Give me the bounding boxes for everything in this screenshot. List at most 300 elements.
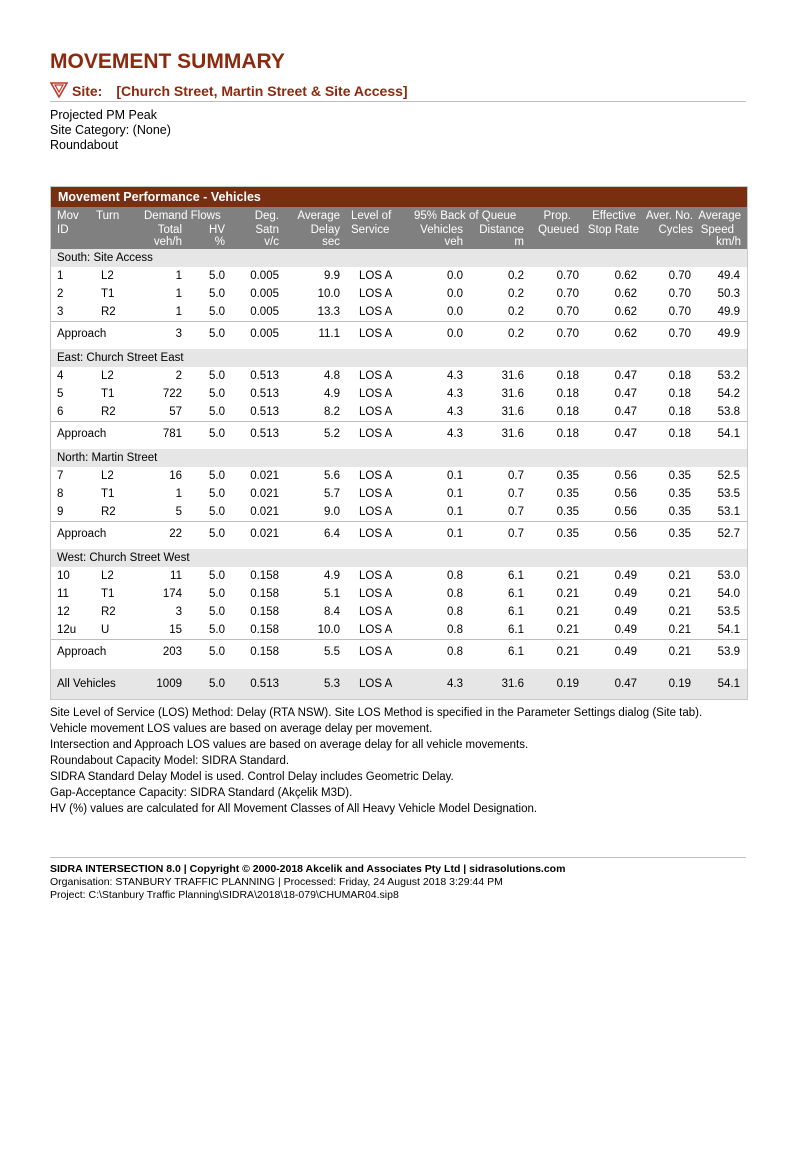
table-title: Movement Performance - Vehicles bbox=[51, 187, 747, 207]
cell-prop-queued: 0.70 bbox=[556, 288, 579, 300]
cell-turn: R2 bbox=[101, 506, 116, 518]
cell-hv: 5.0 bbox=[209, 370, 225, 382]
cell-los: LOS A bbox=[359, 370, 393, 382]
cell-turn: R2 bbox=[101, 606, 116, 618]
cell-total: 1 bbox=[175, 288, 182, 300]
table-row bbox=[51, 567, 747, 585]
cell-cycles: 0.70 bbox=[668, 328, 691, 340]
hdr-kmh: km/h bbox=[716, 236, 741, 248]
cell-queue-veh: 0.1 bbox=[447, 528, 463, 540]
cell-queue-veh: 0.8 bbox=[447, 624, 463, 636]
movement-performance-table bbox=[50, 186, 748, 700]
cell-hv: 5.0 bbox=[209, 288, 225, 300]
cell-queue-veh: 4.3 bbox=[447, 406, 463, 418]
cell-los: LOS A bbox=[359, 406, 393, 418]
table-row bbox=[51, 585, 747, 603]
cell-stop-rate: 0.62 bbox=[614, 306, 637, 318]
cell-los: LOS A bbox=[359, 646, 393, 658]
cell-delay: 4.8 bbox=[324, 370, 340, 382]
cell-hv: 5.0 bbox=[209, 624, 225, 636]
cell-stop-rate: 0.49 bbox=[614, 588, 637, 600]
cell-hv: 5.0 bbox=[209, 528, 225, 540]
hdr-demand-flows: Demand Flows bbox=[144, 210, 221, 222]
table-row bbox=[51, 385, 747, 403]
footer-organisation: Organisation: STANBURY TRAFFIC PLANNING | Processed: Friday, 24 August 2018 3:29:44 PM bbox=[50, 876, 503, 888]
cell-queue-dist: 31.6 bbox=[501, 428, 524, 440]
cell-hv: 5.0 bbox=[209, 506, 225, 518]
cell-deg-satn: 0.513 bbox=[250, 428, 279, 440]
cell-queue-veh: 0.0 bbox=[447, 288, 463, 300]
approach-row bbox=[51, 321, 747, 343]
cell-queue-dist: 0.2 bbox=[508, 328, 524, 340]
table-row bbox=[51, 621, 747, 639]
hdr-service: Service bbox=[351, 224, 390, 236]
cell-cycles: 0.35 bbox=[668, 488, 691, 500]
cell-stop-rate: 0.49 bbox=[614, 570, 637, 582]
cell-prop-queued: 0.21 bbox=[556, 588, 579, 600]
hdr-prop: Prop. bbox=[543, 210, 571, 222]
cell-queue-dist: 6.1 bbox=[508, 624, 524, 636]
cell-queue-veh: 0.8 bbox=[447, 588, 463, 600]
cell-queue-dist: 31.6 bbox=[501, 388, 524, 400]
cell-cycles: 0.35 bbox=[668, 528, 691, 540]
cell-delay: 5.7 bbox=[324, 488, 340, 500]
cell-total: 781 bbox=[162, 428, 182, 440]
cell-queue-veh: 4.3 bbox=[447, 678, 463, 690]
cell-queue-dist: 31.6 bbox=[501, 370, 524, 382]
footer-divider bbox=[50, 857, 746, 858]
cell-deg-satn: 0.005 bbox=[250, 270, 279, 282]
cell-total: 57 bbox=[169, 406, 182, 418]
cell-total: 22 bbox=[169, 528, 182, 540]
section-header: East: Church Street East bbox=[51, 349, 747, 367]
cell-deg-satn: 0.021 bbox=[250, 470, 279, 482]
cell-speed: 53.2 bbox=[717, 370, 740, 382]
footer-copyright: SIDRA INTERSECTION 8.0 | Copyright © 2000-2018 Akcelik and Associates Pty Ltd | sidrasolutions.com bbox=[50, 863, 566, 875]
cell-turn: L2 bbox=[101, 570, 114, 582]
cell-prop-queued: 0.70 bbox=[556, 328, 579, 340]
cell-queue-dist: 6.1 bbox=[508, 588, 524, 600]
cell-los: LOS A bbox=[359, 528, 393, 540]
cell-hv: 5.0 bbox=[209, 270, 225, 282]
footer-project: Project: C:\Stanbury Traffic Planning\SIDRA\2018\18-079\CHUMAR04.sip8 bbox=[50, 889, 399, 901]
cell-total: 3 bbox=[175, 606, 182, 618]
cell-deg-satn: 0.021 bbox=[250, 506, 279, 518]
cell-queue-veh: 4.3 bbox=[447, 428, 463, 440]
cell-los: LOS A bbox=[359, 488, 393, 500]
cell-delay: 10.0 bbox=[317, 288, 340, 300]
cell-mov-id: 11 bbox=[57, 588, 69, 600]
hdr-veh: veh bbox=[444, 236, 463, 248]
table-row bbox=[51, 603, 747, 621]
cell-cycles: 0.18 bbox=[668, 428, 691, 440]
cell-delay: 5.5 bbox=[324, 646, 340, 658]
cell-prop-queued: 0.35 bbox=[556, 470, 579, 482]
cell-turn: L2 bbox=[101, 370, 114, 382]
cell-delay: 5.2 bbox=[324, 428, 340, 440]
table-row bbox=[51, 467, 747, 485]
hdr-mov: Mov bbox=[57, 210, 79, 222]
notes bbox=[50, 705, 702, 817]
section-header: West: Church Street West bbox=[51, 549, 747, 567]
cell-turn: T1 bbox=[101, 588, 115, 600]
cell-total: 203 bbox=[162, 646, 182, 658]
cell-queue-veh: 0.1 bbox=[447, 470, 463, 482]
cell-deg-satn: 0.513 bbox=[250, 370, 279, 382]
cell-cycles: 0.35 bbox=[668, 470, 691, 482]
hdr-speed: Speed bbox=[700, 224, 734, 236]
note-line: Roundabout Capacity Model: SIDRA Standard. bbox=[50, 755, 290, 767]
cell-deg-satn: 0.158 bbox=[250, 588, 279, 600]
cell-prop-queued: 0.35 bbox=[556, 506, 579, 518]
cell-los: LOS A bbox=[359, 506, 393, 518]
meta-category: Site Category: (None) bbox=[50, 123, 171, 137]
cell-total: 1009 bbox=[156, 678, 182, 690]
cell-stop-rate: 0.49 bbox=[614, 606, 637, 618]
cell-hv: 5.0 bbox=[209, 606, 225, 618]
cell-prop-queued: 0.19 bbox=[556, 678, 579, 690]
cell-prop-queued: 0.21 bbox=[556, 646, 579, 658]
hdr-deg: Deg. bbox=[254, 210, 279, 222]
cell-cycles: 0.18 bbox=[668, 388, 691, 400]
cell-prop-queued: 0.35 bbox=[556, 488, 579, 500]
cell-queue-dist: 0.2 bbox=[508, 306, 524, 318]
hdr-effective: Effective bbox=[592, 210, 636, 222]
cell-prop-queued: 0.21 bbox=[556, 624, 579, 636]
table-row bbox=[51, 285, 747, 303]
cell-prop-queued: 0.18 bbox=[556, 428, 579, 440]
cell-delay: 6.4 bbox=[324, 528, 340, 540]
cell-hv: 5.0 bbox=[209, 678, 225, 690]
cell-delay: 4.9 bbox=[324, 388, 340, 400]
site-heading bbox=[50, 82, 746, 102]
cell-total: 1 bbox=[175, 488, 182, 500]
cell-queue-veh: 0.0 bbox=[447, 328, 463, 340]
note-line: SIDRA Standard Delay Model is used. Control Delay includes Geometric Delay. bbox=[50, 771, 454, 783]
cell-mov-id: Approach bbox=[57, 328, 107, 340]
cell-turn: L2 bbox=[101, 470, 114, 482]
cell-mov-id: 3 bbox=[57, 306, 64, 318]
cell-los: LOS A bbox=[359, 678, 393, 690]
hdr-total: Total bbox=[157, 224, 182, 236]
cell-total: 5 bbox=[175, 506, 182, 518]
cell-queue-dist: 0.2 bbox=[508, 270, 524, 282]
cell-mov-id: Approach bbox=[57, 646, 107, 658]
cell-cycles: 0.18 bbox=[668, 406, 691, 418]
cell-cycles: 0.21 bbox=[668, 588, 691, 600]
cell-hv: 5.0 bbox=[209, 488, 225, 500]
cell-hv: 5.0 bbox=[209, 646, 225, 658]
cell-prop-queued: 0.18 bbox=[556, 406, 579, 418]
cell-total: 1 bbox=[175, 270, 182, 282]
table-row bbox=[51, 503, 747, 521]
all-vehicles-row bbox=[51, 669, 747, 699]
note-line: HV (%) values are calculated for All Movement Classes of All Heavy Vehicle Model Designation. bbox=[50, 803, 538, 815]
cell-stop-rate: 0.47 bbox=[614, 406, 637, 418]
hdr-stop-rate: Stop Rate bbox=[587, 224, 639, 236]
hdr-level-of: Level of bbox=[351, 210, 392, 222]
cell-mov-id: 7 bbox=[57, 470, 64, 482]
meta-control: Roundabout bbox=[50, 138, 119, 152]
cell-total: 2 bbox=[175, 370, 182, 382]
cell-los: LOS A bbox=[359, 606, 393, 618]
hdr-queued: Queued bbox=[538, 224, 579, 236]
cell-total: 15 bbox=[169, 624, 182, 636]
cell-hv: 5.0 bbox=[209, 406, 225, 418]
section-header: North: Martin Street bbox=[51, 449, 747, 467]
site-label: Site: bbox=[72, 83, 103, 99]
hdr-id: ID bbox=[57, 224, 69, 236]
cell-los: LOS A bbox=[359, 588, 393, 600]
note-line: Intersection and Approach LOS values are based on average delay for all vehicle movements. bbox=[50, 739, 529, 751]
hdr-hv-unit: % bbox=[214, 236, 225, 248]
cell-speed: 53.8 bbox=[717, 406, 740, 418]
cell-deg-satn: 0.513 bbox=[250, 388, 279, 400]
cell-queue-dist: 0.7 bbox=[508, 528, 524, 540]
cell-stop-rate: 0.47 bbox=[614, 678, 637, 690]
cell-speed: 53.5 bbox=[717, 488, 740, 500]
cell-deg-satn: 0.513 bbox=[250, 406, 279, 418]
cell-prop-queued: 0.18 bbox=[556, 388, 579, 400]
cell-queue-veh: 4.3 bbox=[447, 388, 463, 400]
cell-los: LOS A bbox=[359, 428, 393, 440]
cell-mov-id: 8 bbox=[57, 488, 64, 500]
hdr-vc: v/c bbox=[264, 236, 279, 248]
cell-queue-veh: 0.8 bbox=[447, 646, 463, 658]
cell-prop-queued: 0.70 bbox=[556, 306, 579, 318]
cell-stop-rate: 0.56 bbox=[614, 528, 637, 540]
cell-los: LOS A bbox=[359, 470, 393, 482]
cell-queue-veh: 0.0 bbox=[447, 270, 463, 282]
page-title: MOVEMENT SUMMARY bbox=[50, 50, 285, 73]
cell-prop-queued: 0.21 bbox=[556, 606, 579, 618]
note-line: Gap-Acceptance Capacity: SIDRA Standard (Akçelik M3D). bbox=[50, 787, 353, 799]
cell-delay: 5.1 bbox=[324, 588, 340, 600]
cell-los: LOS A bbox=[359, 624, 393, 636]
cell-mov-id: 4 bbox=[57, 370, 64, 382]
cell-deg-satn: 0.021 bbox=[250, 488, 279, 500]
table-row bbox=[51, 367, 747, 385]
hdr-aver-no: Aver. No. bbox=[645, 210, 693, 222]
cell-speed: 50.3 bbox=[717, 288, 740, 300]
cell-hv: 5.0 bbox=[209, 388, 225, 400]
cell-cycles: 0.70 bbox=[668, 288, 691, 300]
cell-deg-satn: 0.158 bbox=[250, 646, 279, 658]
cell-stop-rate: 0.47 bbox=[614, 428, 637, 440]
cell-delay: 5.6 bbox=[324, 470, 340, 482]
cell-turn: R2 bbox=[101, 306, 116, 318]
cell-mov-id: All Vehicles bbox=[57, 678, 116, 690]
cell-speed: 54.1 bbox=[717, 624, 740, 636]
cell-speed: 53.1 bbox=[717, 506, 740, 518]
cell-queue-dist: 31.6 bbox=[501, 406, 524, 418]
cell-mov-id: 1 bbox=[57, 270, 64, 282]
cell-queue-veh: 0.0 bbox=[447, 306, 463, 318]
cell-total: 1 bbox=[175, 306, 182, 318]
table-header bbox=[51, 207, 747, 249]
cell-stop-rate: 0.56 bbox=[614, 470, 637, 482]
approach-row bbox=[51, 521, 747, 543]
hdr-turn: Turn bbox=[96, 210, 120, 222]
cell-queue-veh: 0.1 bbox=[447, 488, 463, 500]
table-row bbox=[51, 403, 747, 421]
cell-hv: 5.0 bbox=[209, 428, 225, 440]
cell-speed: 54.0 bbox=[717, 588, 740, 600]
cell-cycles: 0.70 bbox=[668, 306, 691, 318]
cell-deg-satn: 0.005 bbox=[250, 288, 279, 300]
cell-stop-rate: 0.62 bbox=[614, 328, 637, 340]
cell-mov-id: 5 bbox=[57, 388, 64, 400]
cell-prop-queued: 0.18 bbox=[556, 370, 579, 382]
cell-delay: 11.1 bbox=[318, 328, 340, 340]
cell-deg-satn: 0.005 bbox=[250, 328, 279, 340]
cell-deg-satn: 0.158 bbox=[250, 570, 279, 582]
cell-cycles: 0.21 bbox=[668, 570, 691, 582]
cell-stop-rate: 0.49 bbox=[614, 624, 637, 636]
cell-cycles: 0.21 bbox=[668, 606, 691, 618]
site-name: [Church Street, Martin Street & Site Access] bbox=[116, 83, 408, 99]
cell-los: LOS A bbox=[359, 328, 393, 340]
hdr-delay: Delay bbox=[310, 224, 340, 236]
cell-turn: R2 bbox=[101, 406, 116, 418]
hdr-back-of-queue: 95% Back of Queue bbox=[414, 210, 517, 222]
hdr-vehicles: Vehicles bbox=[420, 224, 463, 236]
cell-delay: 9.9 bbox=[324, 270, 340, 282]
cell-mov-id: 9 bbox=[57, 506, 64, 518]
note-line: Site Level of Service (LOS) Method: Delay (RTA NSW). Site LOS Method is specified in the Parameter Settings dialog (Site tab). bbox=[50, 707, 703, 719]
cell-total: 11 bbox=[170, 570, 182, 582]
cell-speed: 54.2 bbox=[717, 388, 740, 400]
cell-speed: 53.0 bbox=[717, 570, 740, 582]
cell-deg-satn: 0.158 bbox=[250, 606, 279, 618]
cell-los: LOS A bbox=[359, 388, 393, 400]
cell-queue-dist: 31.6 bbox=[501, 678, 524, 690]
cell-stop-rate: 0.56 bbox=[614, 506, 637, 518]
cell-mov-id: 10 bbox=[57, 570, 70, 582]
cell-speed: 52.7 bbox=[717, 528, 740, 540]
cell-speed: 49.9 bbox=[717, 306, 740, 318]
site-meta bbox=[50, 108, 171, 153]
hdr-distance: Distance bbox=[479, 224, 524, 236]
cell-mov-id: 2 bbox=[57, 288, 64, 300]
cell-queue-dist: 0.7 bbox=[508, 488, 524, 500]
cell-delay: 4.9 bbox=[324, 570, 340, 582]
cell-deg-satn: 0.513 bbox=[250, 678, 279, 690]
cell-hv: 5.0 bbox=[209, 470, 225, 482]
cell-prop-queued: 0.70 bbox=[556, 270, 579, 282]
cell-queue-dist: 6.1 bbox=[508, 570, 524, 582]
cell-total: 16 bbox=[169, 470, 182, 482]
cell-speed: 53.5 bbox=[717, 606, 740, 618]
cell-los: LOS A bbox=[359, 288, 393, 300]
cell-prop-queued: 0.35 bbox=[556, 528, 579, 540]
hdr-speed-average: Average bbox=[698, 210, 741, 222]
hdr-satn: Satn bbox=[255, 224, 279, 236]
cell-hv: 5.0 bbox=[209, 328, 225, 340]
cell-turn: L2 bbox=[101, 270, 114, 282]
footer bbox=[50, 863, 565, 902]
cell-prop-queued: 0.21 bbox=[556, 570, 579, 582]
cell-stop-rate: 0.49 bbox=[614, 646, 637, 658]
cell-deg-satn: 0.005 bbox=[250, 306, 279, 318]
approach-row bbox=[51, 639, 747, 661]
cell-speed: 53.9 bbox=[717, 646, 740, 658]
cell-cycles: 0.70 bbox=[668, 270, 691, 282]
cell-cycles: 0.21 bbox=[668, 624, 691, 636]
cell-queue-veh: 0.8 bbox=[447, 570, 463, 582]
cell-total: 174 bbox=[162, 588, 182, 600]
cell-mov-id: Approach bbox=[57, 528, 107, 540]
cell-cycles: 0.18 bbox=[668, 370, 691, 382]
cell-queue-veh: 4.3 bbox=[447, 370, 463, 382]
note-line: Vehicle movement LOS values are based on average delay per movement. bbox=[50, 723, 433, 735]
cell-speed: 49.4 bbox=[717, 270, 740, 282]
cell-cycles: 0.21 bbox=[668, 646, 691, 658]
table-row bbox=[51, 485, 747, 503]
cell-turn: T1 bbox=[101, 388, 115, 400]
sidra-triangle-logo-icon bbox=[50, 82, 68, 98]
cell-delay: 8.2 bbox=[324, 406, 340, 418]
cell-deg-satn: 0.021 bbox=[250, 528, 279, 540]
cell-deg-satn: 0.158 bbox=[250, 624, 279, 636]
hdr-total-unit: veh/h bbox=[153, 236, 182, 248]
cell-delay: 13.3 bbox=[317, 306, 340, 318]
section-header: South: Site Access bbox=[51, 249, 747, 267]
approach-row bbox=[51, 421, 747, 443]
table-body bbox=[51, 249, 747, 699]
cell-turn: T1 bbox=[101, 288, 115, 300]
cell-turn: T1 bbox=[101, 488, 115, 500]
cell-queue-dist: 0.2 bbox=[508, 288, 524, 300]
cell-mov-id: 6 bbox=[57, 406, 64, 418]
cell-cycles: 0.19 bbox=[668, 678, 691, 690]
cell-queue-veh: 0.1 bbox=[447, 506, 463, 518]
cell-delay: 10.0 bbox=[317, 624, 340, 636]
hdr-m: m bbox=[514, 236, 524, 248]
cell-delay: 8.4 bbox=[324, 606, 340, 618]
cell-speed: 54.1 bbox=[717, 428, 740, 440]
cell-queue-dist: 0.7 bbox=[508, 470, 524, 482]
cell-mov-id: Approach bbox=[57, 428, 107, 440]
cell-turn: U bbox=[101, 624, 110, 636]
cell-queue-veh: 0.8 bbox=[447, 606, 463, 618]
cell-cycles: 0.35 bbox=[668, 506, 691, 518]
cell-mov-id: 12 bbox=[57, 606, 70, 618]
cell-stop-rate: 0.62 bbox=[614, 288, 637, 300]
cell-queue-dist: 6.1 bbox=[508, 606, 524, 618]
table-row bbox=[51, 303, 747, 321]
cell-mov-id: 12u bbox=[57, 624, 77, 636]
cell-queue-dist: 6.1 bbox=[508, 646, 524, 658]
cell-delay: 9.0 bbox=[324, 506, 340, 518]
hdr-average: Average bbox=[297, 210, 340, 222]
cell-los: LOS A bbox=[359, 306, 393, 318]
meta-period: Projected PM Peak bbox=[50, 108, 157, 122]
cell-speed: 54.1 bbox=[717, 678, 740, 690]
cell-stop-rate: 0.56 bbox=[614, 488, 637, 500]
cell-los: LOS A bbox=[359, 270, 393, 282]
cell-hv: 5.0 bbox=[209, 588, 225, 600]
cell-hv: 5.0 bbox=[209, 570, 225, 582]
hdr-hv: HV bbox=[209, 224, 225, 236]
cell-los: LOS A bbox=[359, 570, 393, 582]
cell-stop-rate: 0.62 bbox=[614, 270, 637, 282]
cell-queue-dist: 0.7 bbox=[508, 506, 524, 518]
cell-speed: 52.5 bbox=[717, 470, 740, 482]
table-row bbox=[51, 267, 747, 285]
cell-speed: 49.9 bbox=[717, 328, 740, 340]
cell-total: 722 bbox=[162, 388, 182, 400]
